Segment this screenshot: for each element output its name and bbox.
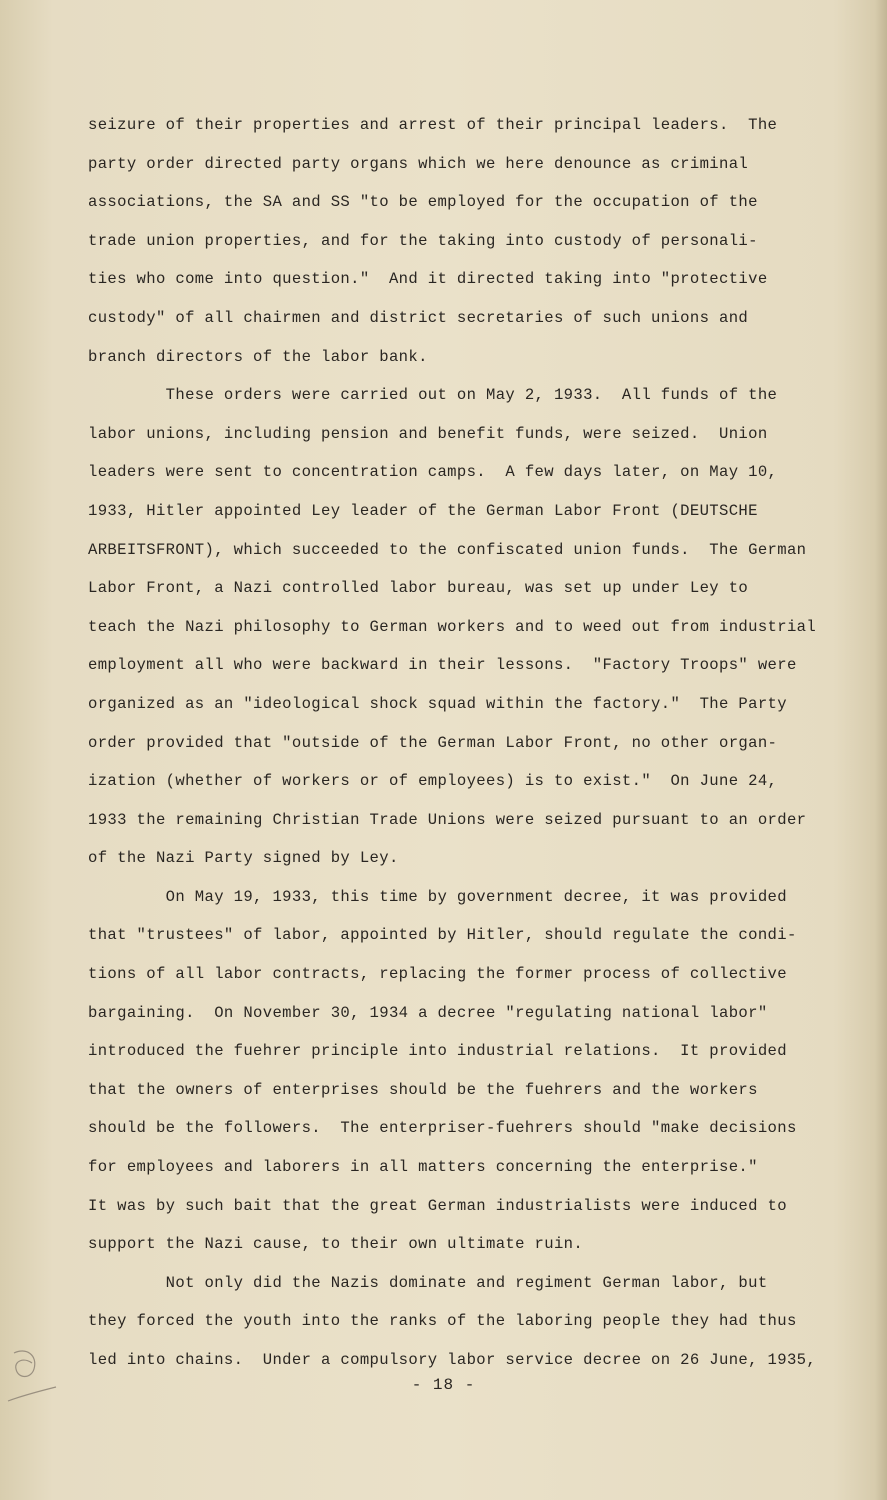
text-line: It was by such bait that the great German industrialists were induced to xyxy=(88,1196,787,1215)
text-line: ARBEITSFRONT), which succeeded to the confiscated union funds. The German xyxy=(88,540,807,559)
text-line: ties who come into question." And it directed taking into "protective xyxy=(88,270,768,289)
text-line: introduced the fuehrer principle into industrial relations. It provided xyxy=(88,1042,787,1061)
text-line: party order directed party organs which we here denounce as criminal xyxy=(88,154,749,173)
text-line: custody" of all chairmen and district secretaries of such unions and xyxy=(88,308,749,327)
text-line: associations, the SA and SS "to be employed for the occupation of the xyxy=(88,193,758,212)
text-line: teach the Nazi philosophy to German workers and to weed out from industrial xyxy=(88,617,817,636)
text-line: led into chains. Under a compulsory labor service decree on 26 June, 1935, xyxy=(88,1351,817,1369)
text-line: order provided that "outside of the German Labor Front, no other organ- xyxy=(88,733,778,752)
page-edge-shadow xyxy=(875,0,887,1500)
text-line: leaders were sent to concentration camps. A few days later, on May 10, xyxy=(88,463,778,482)
text-line: employment all who were backward in their lessons. "Factory Troops" were xyxy=(88,656,797,675)
text-line: that the owners of enterprises should be the fuehrers and the workers xyxy=(88,1080,758,1099)
text-line: Not only did the Nazis dominate and regiment German labor, but xyxy=(88,1273,768,1292)
text-line: support the Nazi cause, to their own ultimate ruin. xyxy=(88,1235,584,1254)
page-number: - 18 - xyxy=(411,1376,476,1394)
text-line: Labor Front, a Nazi controlled labor bureau, was set up under Ley to xyxy=(88,579,749,598)
text-line: seizure of their properties and arrest of their principal leaders. The xyxy=(88,116,778,134)
text-line: tions of all labor contracts, replacing the former process of collective xyxy=(88,965,787,984)
text-line: branch directors of the labor bank. xyxy=(88,347,428,366)
text-line: they forced the youth into the ranks of the laboring people they had thus xyxy=(88,1312,797,1331)
text-line: 1933, Hitler appointed Ley leader of the German Labor Front (DEUTSCHE xyxy=(88,501,758,520)
text-line: ization (whether of workers or of employees) is to exist." On June 24, xyxy=(88,772,778,791)
text-line: of the Nazi Party signed by Ley. xyxy=(88,849,399,868)
text-line: labor unions, including pension and benefit funds, were seized. Union xyxy=(88,424,768,443)
text-line: 1933 the remaining Christian Trade Unions were seized pursuant to an order xyxy=(88,810,807,829)
margin-pencil-mark xyxy=(4,1345,60,1425)
text-line: On May 19, 1933, this time by government decree, it was provided xyxy=(88,887,787,906)
text-line: for employees and laborers in all matters concerning the enterprise." xyxy=(88,1158,758,1177)
text-line: that "trustees" of labor, appointed by Hitler, should regulate the condi- xyxy=(88,926,797,945)
text-line: trade union properties, and for the taking into custody of personali- xyxy=(88,231,758,250)
body-text xyxy=(88,106,818,1380)
text-line: These orders were carried out on May 2, 1933. All funds of the xyxy=(88,386,778,405)
text-line: bargaining. On November 30, 1934 a decree "regulating national labor" xyxy=(88,1003,768,1022)
text-line: should be the followers. The enterpriser-fuehrers should "make decisions xyxy=(88,1119,797,1138)
text-line: organized as an "ideological shock squad within the factory." The Party xyxy=(88,694,787,713)
